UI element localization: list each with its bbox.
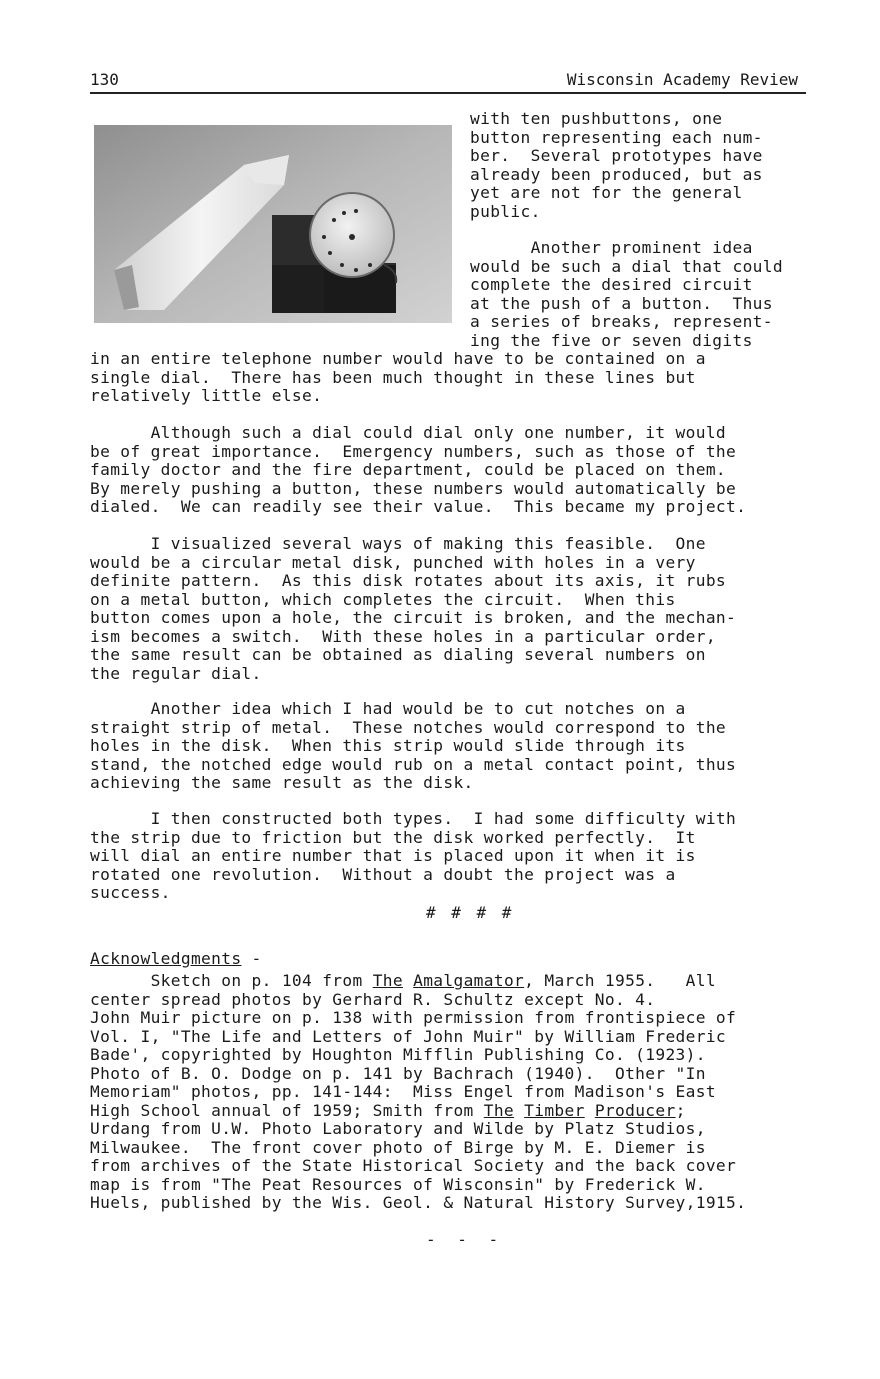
cited-title: The	[372, 971, 403, 990]
cited-title: Timber	[524, 1100, 585, 1120]
running-header	[90, 70, 806, 94]
journal-title: Wisconsin Academy Review	[566, 70, 798, 89]
paragraph-metal-strip: Another idea which I had would be to cut notches on a straight strip of metal. These notches would correspond to the holes in the disk. When this strip would slide through its stand, the notched edge would rub on a metal contact point, thus achieving the same result as the disk.	[90, 699, 737, 792]
paragraph-metal-disk: I visualized several ways of making this feasible. One would be a circular metal disk, punched with holes in a very definite pattern. As this disk rotates about its axis, it rubs on a metal button, which completes the circuit. When this button comes upon a hole, the circuit is broken, and the mechan- ism becomes a switch. With these holes in a particular order, the same result can be obtained as dialing several numbers on the regular dial.	[90, 534, 737, 683]
paragraph-dial-idea-end: in an entire telephone number would have to be contained on a single dial. There has been much thought in these lines but relatively little else.	[90, 349, 706, 405]
cited-title: Amalgamator	[413, 971, 525, 990]
cited-title: Producer	[594, 1100, 676, 1120]
cited-title: The	[483, 1100, 515, 1120]
acknowledgments-heading: Acknowledgments -	[90, 949, 262, 968]
end-mark: - - -	[426, 1230, 505, 1249]
acknowledgments-body: Sketch on p. 104 from The Amalgamator, March 1955. All center spread photos by Gerhard R. Schultz except No. 4. John Muir picture on p. 138 with permission from frontispiece of Vol. I, "The Life and Letters of John Muir" by William Frederic Bade', copyrighted by Houghton Mifflin Publishing Co. (1923). Photo of B. O. Dodge on p. 141 by Bachrach (1940). Other "In Memoriam" photos, pp. 141-144: Miss Engel from Madison's East High School annual of 1959; Smith from The Timber Producer; Urdang from U.W. Photo Laboratory and Wilde by Platz Studios, Milwaukee. The front cover photo of Birge by M. E. Diemer is from archives of the State Historical Society and the back cover map is from "The Peat Resources of Wisconsin" by Frederick W. Huels, published by the Wis. Geol. & Natural History Survey,1915.	[90, 971, 747, 1212]
intro-column-text: with ten pushbuttons, one button representing each num- ber. Several prototypes have already been produced, but as yet are not for the general public.	[470, 109, 763, 221]
page-number: 130	[90, 70, 119, 89]
acknowledgments-title: Acknowledgments	[90, 949, 242, 968]
paragraph-dial-idea-start: Another prominent idea would be such a dial that could complete the desired circuit at the push of a button. Thus a series of breaks, represent- ing the five or seven digits	[470, 238, 783, 350]
paragraph-construction: I then constructed both types. I had some difficulty with the strip due to friction but the disk worked perfectly. It will dial an entire number that is placed upon it when it is rotated one revolution. Without a doubt the project was a success.	[90, 809, 737, 902]
prototype-photo	[94, 125, 452, 323]
paragraph-importance: Although such a dial could dial only one number, it would be of great importance. Emergency numbers, such as those of the family doctor and the fire department, could be placed on them. By merely pushing a button, these numbers would automatically be dialed. We can readily see their value. This became my project.	[90, 423, 747, 516]
section-separator: # # # #	[426, 903, 515, 922]
photo-image	[94, 125, 452, 323]
